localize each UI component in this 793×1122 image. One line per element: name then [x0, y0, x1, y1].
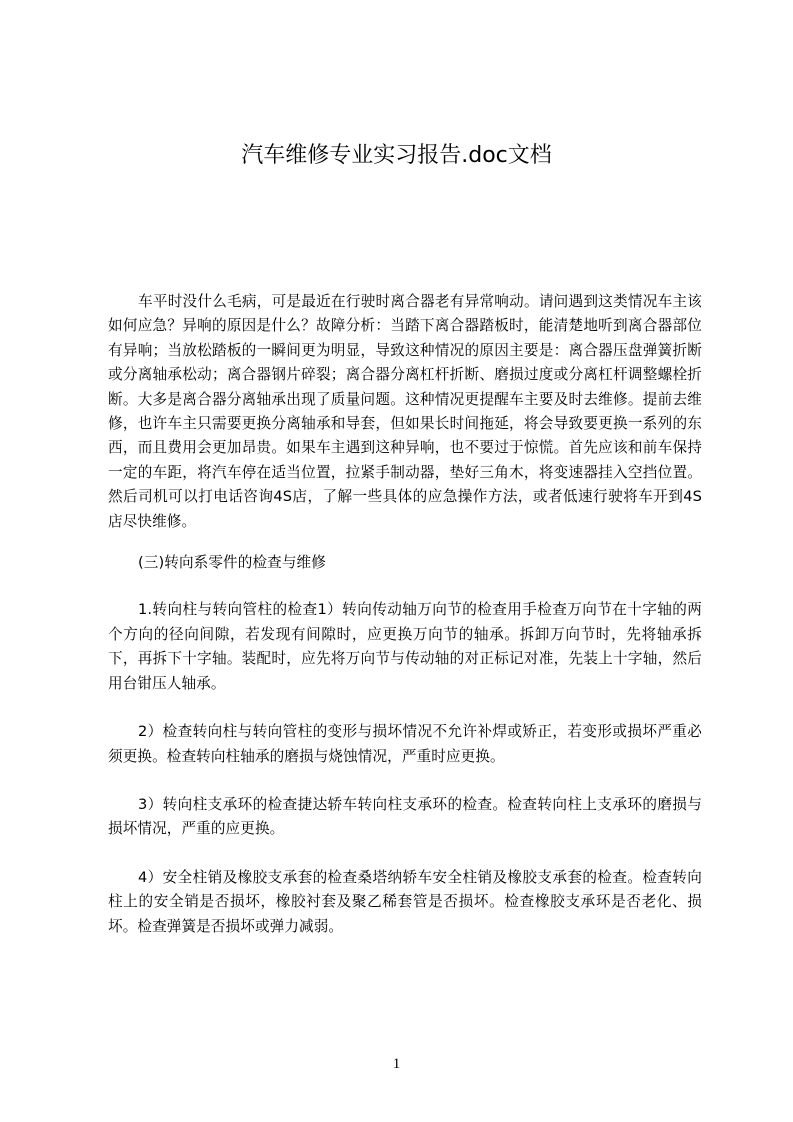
- section-heading-steering: (三)转向系零件的检查与维修: [138, 554, 326, 572]
- paragraph-deformation-check: 2）检查转向柱与转向管柱的变形与损坏情况不允许补焊或矫正，若变形或损坏严重必须更换。检查转向柱轴承的磨损与烧蚀情况，严重时应更换。: [108, 723, 702, 765]
- paragraph-clutch-noise: 车平时没什么毛病，可是最近在行驶时离合器老有异常响动。请问遇到这类情况车主该如何应急？异响的原因是什么？故障分析：当踏下离合器踏板时，能清楚地听到离合器部位有异响；当放松踏板的一瞬间更为明显，导致这种情况的原因主要是：离合器压盘弹簧折断或分离轴承松动；离合器钢片碎裂；离合器分离杠杆折断、磨损过度或分离杠杆调整螺栓折断。大多是离合器分离轴承出现了质量问题。这种情况更提醒车主要及时去维修。提前去维修，也许车主只需要更换分离轴承和导套，但如果长时间拖延，将会导致要更换一系列的东西，而且费用会更加昂贵。如果车主遇到这种异响，也不要过于惊慌。首先应该和前车保持一定的车距，将汽车停在适当位置，拉紧手制动器，垫好三角木，将变速器挂入空挡位置。然后司机可以打电话咨询4S店，了解一些具体的应急操作方法，或者低速行驶将车开到4S店尽快维修。: [108, 293, 702, 530]
- paragraph-safety-pin-check: 4）安全柱销及橡胶支承套的检查桑塔纳轿车安全柱销及橡胶支承套的检查。检查转向柱上的安全销是否损坏，橡胶衬套及聚乙稀套管是否损坏。检查橡胶支承环是否老化、损坏。检查弹簧是否损坏或弹力减弱。: [108, 868, 702, 935]
- paragraph-support-ring-check: 3）转向柱支承环的检查捷达轿车转向柱支承环的检查。检查转向柱上支承环的磨损与损坏情况，严重的应更换。: [108, 795, 702, 838]
- document-body: [108, 290, 702, 939]
- paragraph-steering-column-check: 1.转向柱与转向管柱的检查1）转向传动轴万向节的检查用手检查万向节在十字轴的两个方向的径向间隙，若发现有间隙时，应更换万向节的轴承。拆卸万向节时，先将轴承拆下，再拆下十字轴。装配时，应先将万向节与传动轴的对正标记对准，先装上十字轴，然后用台钳压人轴承。: [108, 601, 702, 692]
- document-title: 汽车维修专业实习报告.doc文档: [241, 143, 552, 168]
- page-number: 1: [392, 1056, 401, 1072]
